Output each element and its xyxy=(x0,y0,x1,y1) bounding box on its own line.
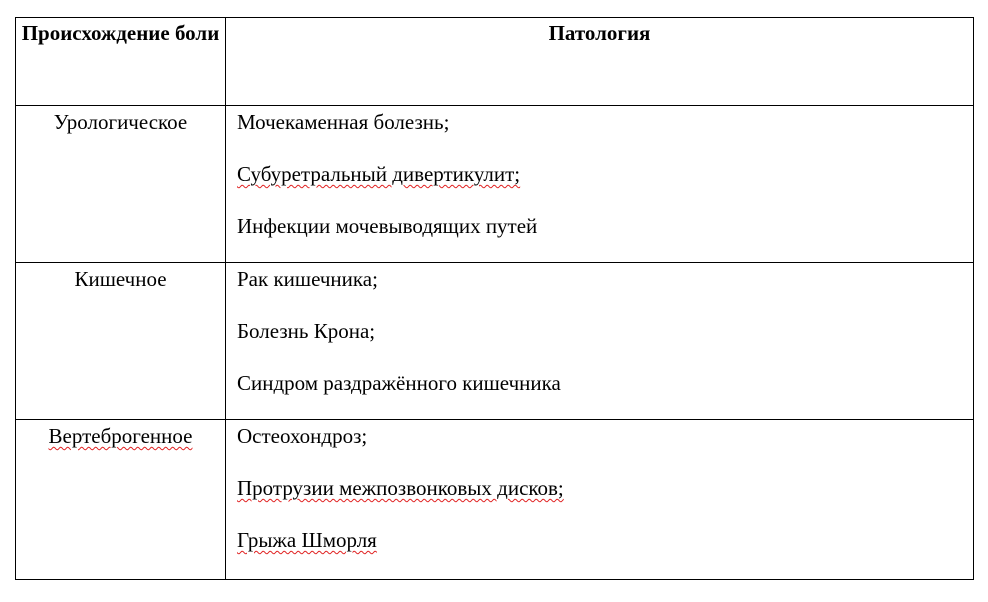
pathology-item: Инфекции мочевыводящих путей xyxy=(237,214,538,238)
pathology-item: Мочекаменная болезнь; xyxy=(237,110,450,134)
pathology-cell xyxy=(226,106,974,263)
pathology-item: Болезнь Крона; xyxy=(237,319,376,343)
pathology-item: Остеохондроз; xyxy=(237,424,368,448)
pathology-item: Рак кишечника; xyxy=(237,267,378,291)
header-origin: Происхождение боли xyxy=(16,18,226,106)
pathology-cell xyxy=(226,263,974,420)
origin-cell: Урологическое xyxy=(53,110,188,134)
pathology-item: Протрузии межпозвонковых дисков; xyxy=(237,476,564,500)
origin-cell: Вертеброгенное xyxy=(48,424,193,448)
header-row xyxy=(16,18,974,106)
origin-cell: Кишечное xyxy=(74,267,167,291)
table-row-intestinal xyxy=(16,263,974,420)
table-row-vertebrogenic xyxy=(16,420,974,580)
pathology-item: Грыжа Шморля xyxy=(237,528,377,552)
header-pathology: Патология xyxy=(226,18,974,106)
pathology-item: Субуретральный дивертикулит; xyxy=(237,162,521,186)
pathology-item: Синдром раздражённого кишечника xyxy=(237,371,561,395)
pain-origin-table xyxy=(15,17,974,580)
pathology-cell xyxy=(226,420,974,580)
table-row-urological xyxy=(16,106,974,263)
